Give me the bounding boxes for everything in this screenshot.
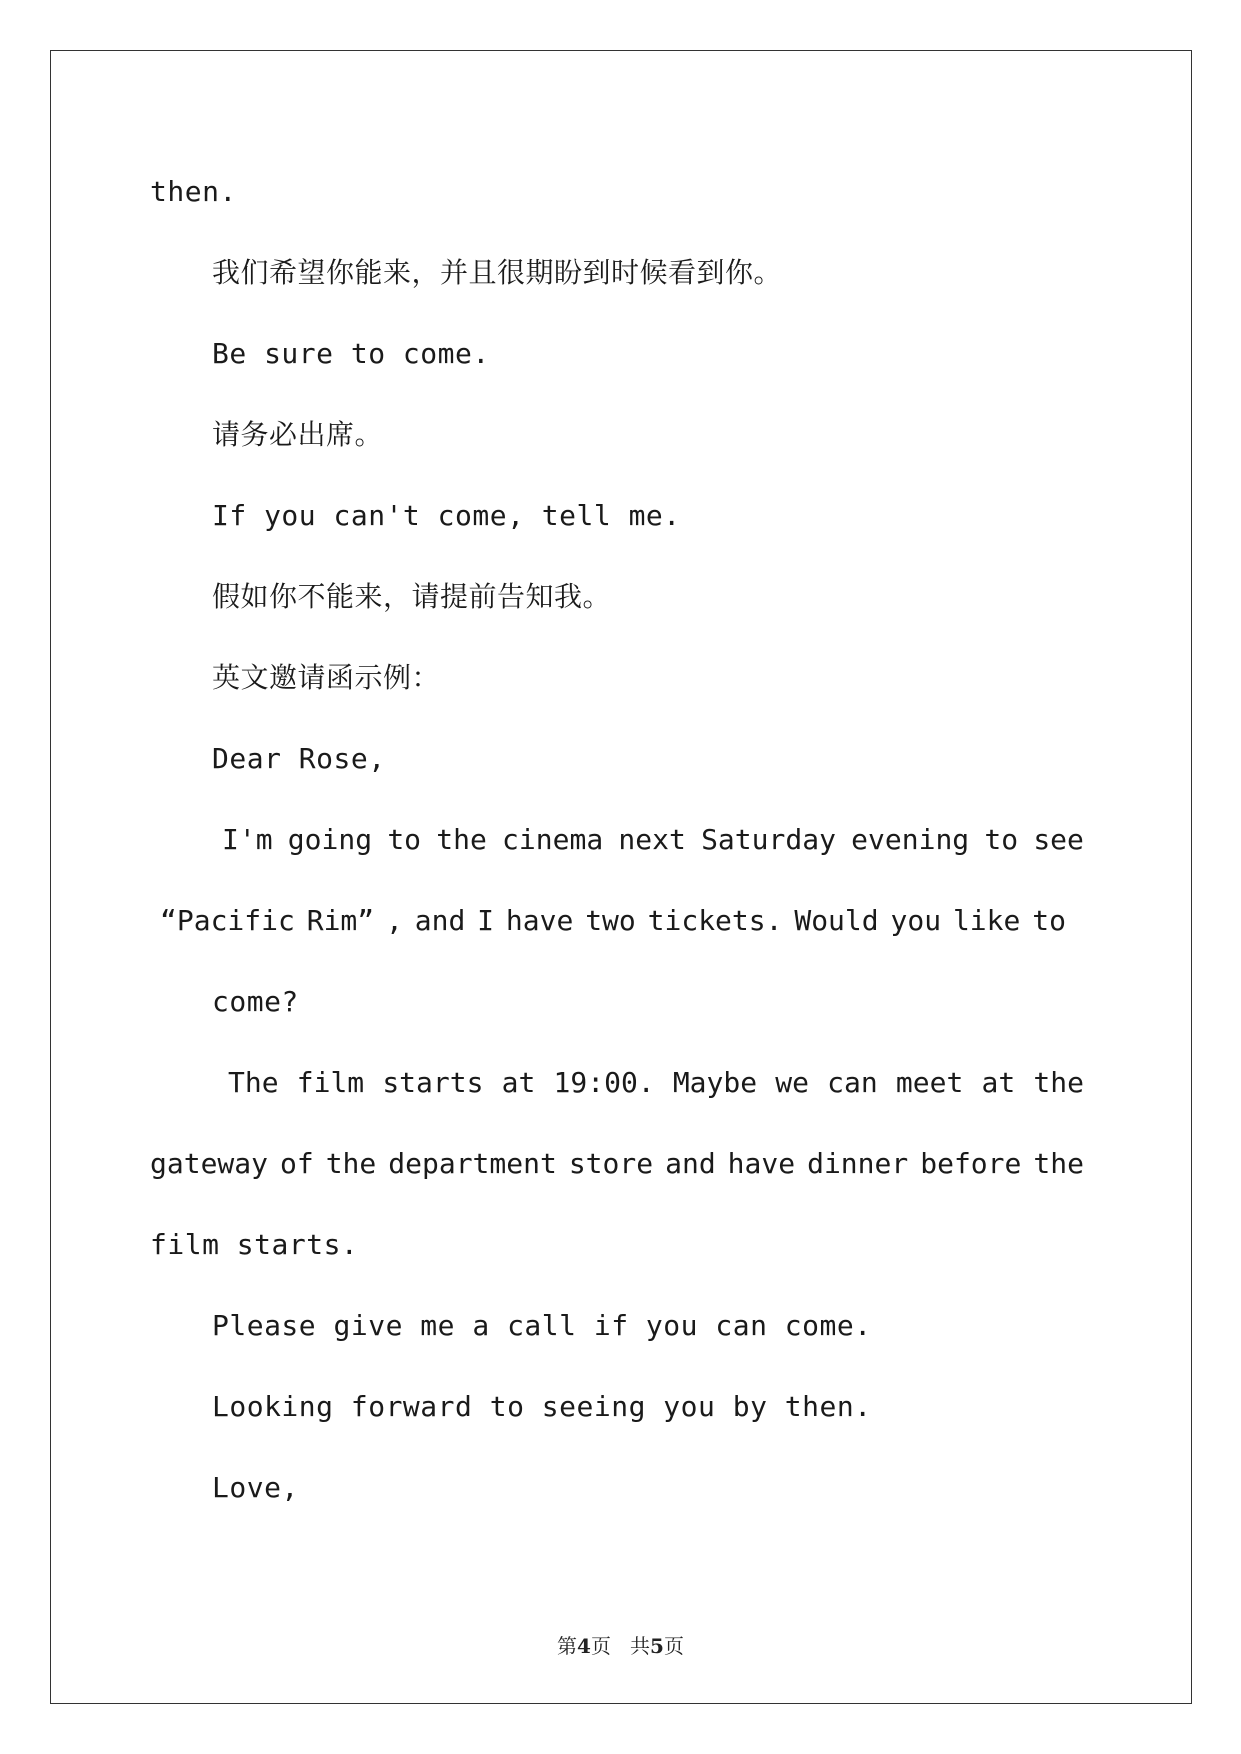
text-line: 请务必出席。: [212, 418, 384, 451]
word: ,: [386, 904, 403, 937]
word: the: [436, 823, 487, 856]
word: film: [296, 1066, 365, 1099]
text-line: 假如你不能来，请提前告知我。: [212, 580, 612, 613]
text-line: 我们希望你能来，并且很期盼到时候看到你。: [212, 256, 783, 289]
word: can: [827, 1066, 878, 1099]
word: to: [1032, 904, 1066, 937]
word: the: [1033, 1066, 1084, 1099]
word: at: [981, 1066, 1016, 1099]
text-line: Love,: [212, 1471, 299, 1504]
word: the: [1033, 1147, 1084, 1180]
footer-prefix: 第: [557, 1634, 578, 1658]
text-line: 英文邀请函示例：: [212, 661, 441, 694]
word: see: [1033, 823, 1084, 856]
word: The: [228, 1066, 279, 1099]
text-line: Please give me a call if you can come.: [212, 1309, 872, 1342]
justified-line: [150, 1146, 1084, 1182]
word: “Pacific: [160, 904, 295, 937]
word: gateway: [150, 1147, 269, 1180]
word: and: [414, 904, 466, 937]
word: going: [287, 823, 373, 856]
word: store: [568, 1147, 654, 1180]
word: I: [477, 904, 495, 937]
word: dinner: [807, 1147, 909, 1180]
word: of: [280, 1147, 314, 1180]
text-line: Be sure to come.: [212, 337, 490, 370]
word: starts: [382, 1066, 484, 1099]
word: Maybe: [672, 1066, 758, 1099]
word: Rim”: [306, 904, 375, 937]
word: meet: [895, 1066, 964, 1099]
page-frame: [50, 50, 1192, 1704]
word: Saturday: [701, 823, 836, 856]
text-line: Dear Rose,: [212, 742, 386, 775]
word: tickets.: [647, 904, 783, 937]
word: have: [727, 1147, 796, 1180]
justified-line: [160, 903, 1066, 939]
word: department: [388, 1147, 557, 1180]
text-line: If you can't come, tell me.: [212, 499, 681, 532]
word: to: [984, 823, 1019, 856]
word: cinema: [502, 823, 604, 856]
footer-suffix: 页: [663, 1634, 684, 1658]
word: we: [775, 1066, 809, 1099]
word: before: [920, 1147, 1022, 1180]
word: the: [325, 1147, 377, 1180]
word: evening: [851, 823, 970, 856]
word: Would: [794, 904, 879, 937]
word: two: [585, 904, 636, 937]
word: have: [505, 904, 574, 937]
text-line: film starts.: [150, 1228, 359, 1261]
word: next: [618, 823, 686, 856]
text-line: come?: [212, 985, 299, 1018]
text-line: Looking forward to seeing you by then.: [212, 1390, 872, 1423]
justified-line: [228, 1065, 1084, 1101]
word: like: [952, 904, 1021, 937]
text-line: then.: [150, 175, 237, 208]
word: I'm: [222, 823, 273, 856]
word: at: [501, 1066, 536, 1099]
footer-page-number: 4: [577, 1634, 591, 1658]
word: you: [890, 904, 942, 937]
footer-mid: 页 共: [590, 1634, 651, 1658]
page-footer: [0, 1630, 1241, 1659]
word: 19:00.: [553, 1066, 655, 1099]
justified-line: [222, 822, 1084, 858]
word: to: [387, 823, 422, 856]
footer-total-pages: 5: [650, 1634, 664, 1658]
word: and: [665, 1147, 716, 1180]
